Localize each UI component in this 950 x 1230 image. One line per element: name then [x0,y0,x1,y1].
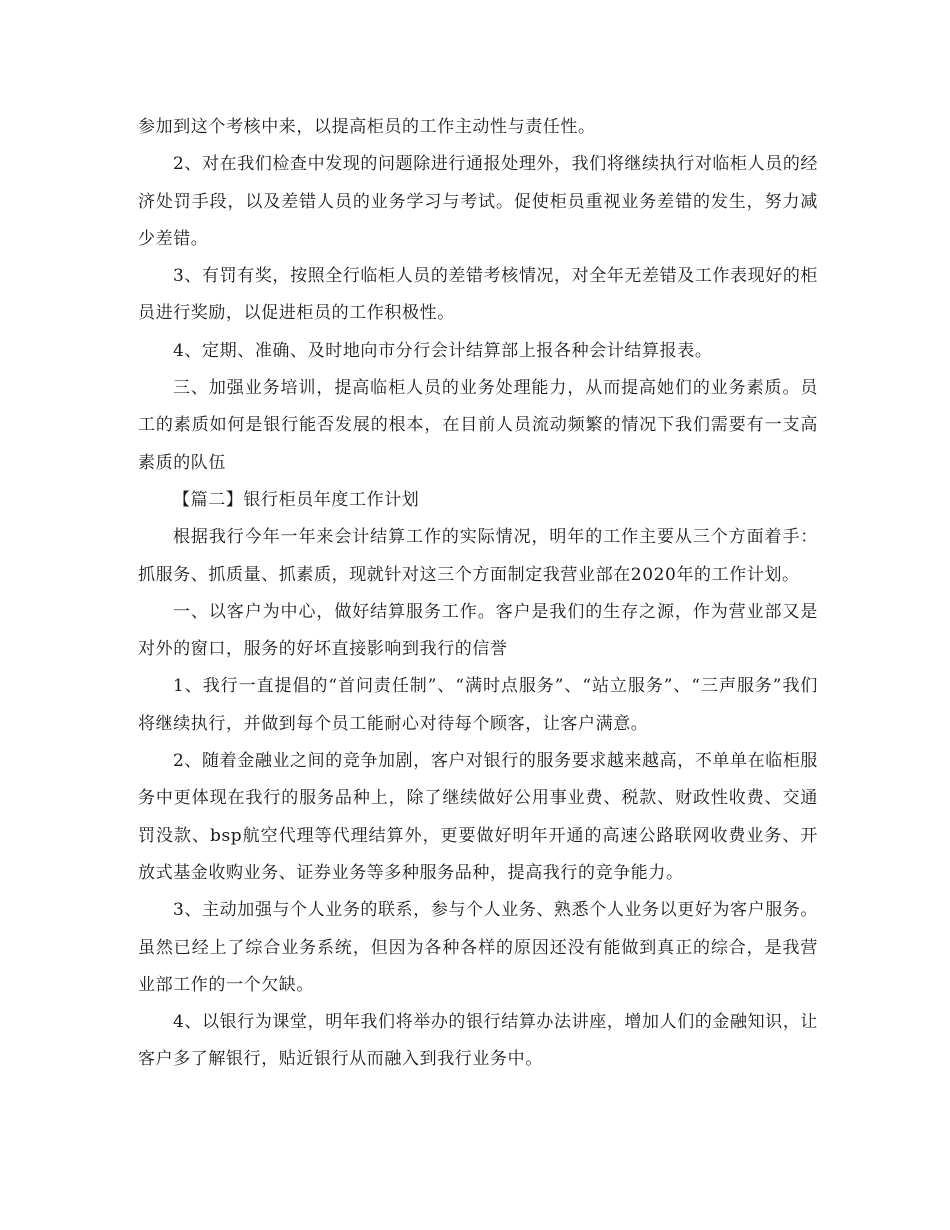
paragraph-4: 4、定期、准确、及时地向市分行会计结算部上报各种会计结算报表。 [173,340,713,361]
paragraph-1: 参加到这个考核中来，以提高柜员的工作主动性与责任性。 [138,117,596,137]
paragraph-11: 3、主动加强与个人业务的联系，参与个人业务、熟悉个人业务以更好为客户服务。虽然已经上了综合业务系统，但因为各种各样的原因还没有能做到真正的综合，是我营业部工作的一个欠缺。 [138,900,819,995]
paragraph-10: 2、随着金融业之间的竞争加剧，客户对银行的服务要求越来越高，不单单在临柜服务中更体现在我行的服务品种上，除了继续做好公用事业费、税款、财政性收费、交通罚没款、bsp航空代理等代理结算外，更要做好明年开通的高速公路联网收费业务、开放式基金收购业务、证券业务等多种服务品种，提高我行的竞争能力。 [138,751,819,883]
paragraph-7: 根据我行今年一年来会计结算工作的实际情况，明年的工作主要从三个方面着手：抓服务、抓质量、抓素质，现就针对这三个方面制定我营业部在2020年的工作计划。 [138,527,818,585]
paragraph-12: 4、以银行为课堂，明年我们将举办的银行结算办法讲座，增加人们的金融知识，让客户多了解银行，贴近银行从而融入到我行业务中。 [138,1012,819,1070]
document-body [138,109,818,1079]
section-heading: 【篇二】银行柜员年度工作计划 [173,489,420,510]
paragraph-2: 2、对在我们检查中发现的问题除进行通报处理外，我们将继续执行对临柜人员的经济处罚手段，以及差错人员的业务学习与考试。促使柜员重视业务差错的发生，努力减少差错。 [138,154,819,249]
paragraph-5: 三、加强业务培训，提高临柜人员的业务处理能力，从而提高她们的业务素质。员工的素质如何是银行能否发展的根本，在目前人员流动频繁的情况下我们需要有一支高素质的队伍 [138,378,818,473]
paragraph-8: 一、以客户为中心，做好结算服务工作。客户是我们的生存之源，作为营业部又是对外的窗口，服务的好坏直接影响到我行的信誉 [138,601,818,660]
paragraph-9: 1、我行一直提倡的“首问责任制”、“满时点服务”、“站立服务”、“三声服务”我们将继续执行，并做到每个员工能耐心对待每个顾客，让客户满意。 [138,676,818,734]
paragraph-3: 3、有罚有奖，按照全行临柜人员的差错考核情况，对全年无差错及工作表现好的柜员进行奖励，以促进柜员的工作积极性。 [138,266,819,324]
